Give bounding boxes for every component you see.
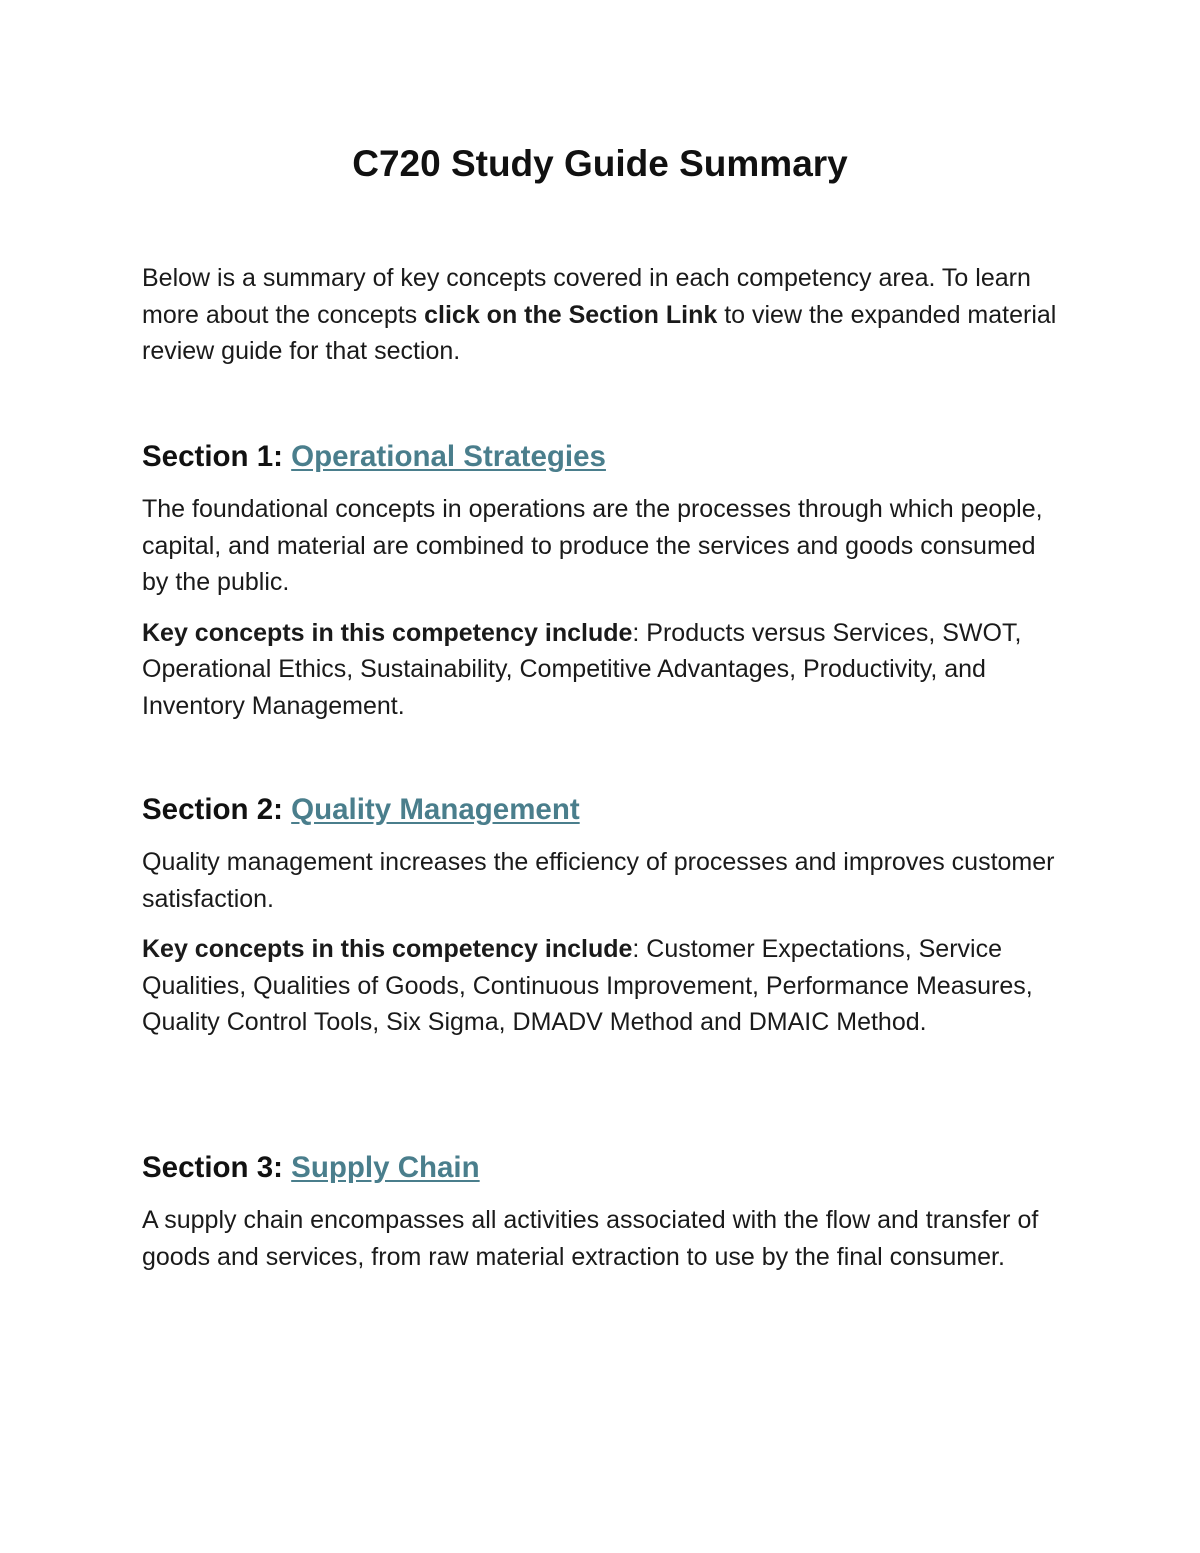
- section-1-description: The foundational concepts in operations are the processes through which people, capital, and material are combined to produce the services and goods consumed by the public.: [142, 495, 1043, 596]
- section-2: [142, 790, 1062, 1041]
- section-1: [142, 437, 1062, 724]
- section-3-link[interactable]: Supply Chain: [291, 1151, 480, 1184]
- section-2-prefix: Section 2:: [142, 793, 292, 826]
- section-1-key-label: Key concepts in this competency include: [142, 618, 633, 647]
- section-2-key-label: Key concepts in this competency include: [142, 935, 633, 963]
- intro-paragraph: [142, 260, 1062, 370]
- section-3-prefix: Section 3:: [142, 1151, 292, 1184]
- section-2-description: Quality management increases the efficiency of processes and improves customer satisfaction.: [142, 848, 1055, 913]
- section-3-heading: [142, 1148, 1062, 1188]
- section-2-key-concepts: [142, 931, 1062, 1041]
- section-3: [142, 1148, 1062, 1275]
- section-1-key-list: : Products versus Services, SWOT, Operational Ethics, Sustainability, Competitive Advantages, Productivity, and Inventory Management.: [142, 618, 1022, 720]
- section-1-key-concepts: [142, 615, 1062, 725]
- section-2-key-list: : Customer Expectations, Service Qualities, Qualities of Goods, Continuous Improvement, Performance Measures, Quality Control Tools, Six Sigma, DMADV Method and DMAIC Method.: [142, 935, 1033, 1036]
- page-title: C720 Study Guide Summary: [352, 143, 848, 184]
- section-1-heading: [142, 437, 1062, 477]
- intro-text-bold: click on the Section Link: [424, 300, 718, 329]
- intro-text-after: to view the expanded material review guide for that section.: [142, 300, 1057, 365]
- section-3-description: A supply chain encompasses all activities associated with the flow and transfer of goods and services, from raw material extraction to use by the final consumer.: [142, 1206, 1039, 1271]
- section-2-link[interactable]: Quality Management: [291, 793, 580, 826]
- section-1-prefix: Section 1:: [142, 440, 292, 473]
- intro-text-before: Below is a summary of key concepts covered in each competency area. To learn more about the concepts: [142, 264, 1031, 329]
- section-2-heading: [142, 790, 1062, 830]
- section-1-link[interactable]: Operational Strategies: [291, 440, 606, 473]
